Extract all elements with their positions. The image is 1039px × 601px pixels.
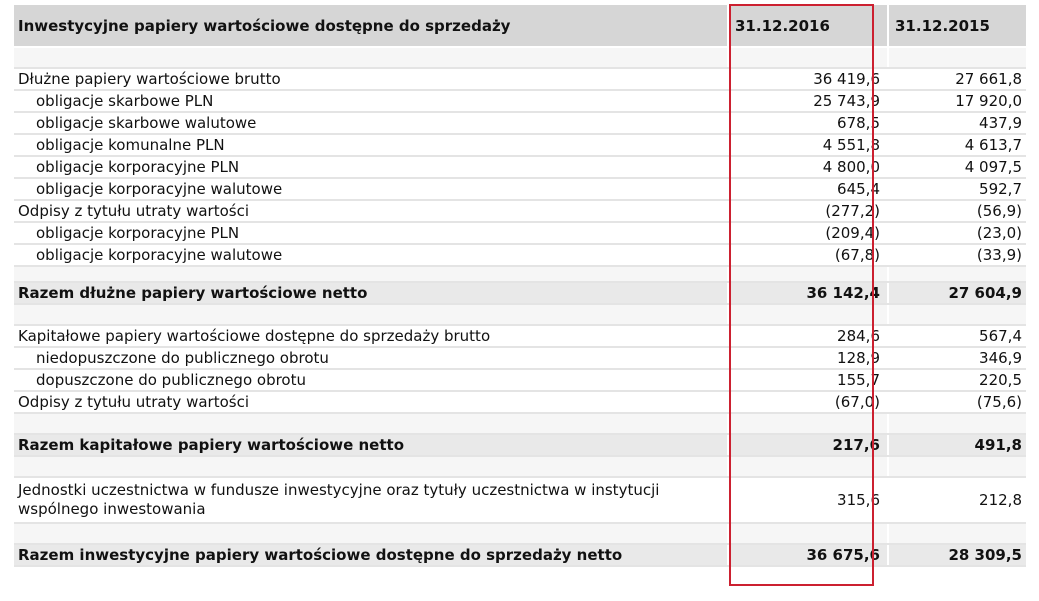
table-row bbox=[14, 178, 1026, 200]
row-value-2016: (67,8) bbox=[728, 244, 888, 266]
table-row bbox=[14, 68, 1026, 90]
document-table-wrapper bbox=[14, 5, 1026, 567]
row-value-2016: 315,6 bbox=[728, 477, 888, 523]
header-col-2015: 31.12.2015 bbox=[888, 5, 1026, 47]
row-value-2016: 217,6 bbox=[728, 434, 888, 456]
row-value-2015: 567,4 bbox=[888, 325, 1026, 347]
row-value-2015: 28 309,5 bbox=[888, 544, 1026, 566]
table-row bbox=[14, 222, 1026, 244]
row-label: Dłużne papiery wartościowe brutto bbox=[14, 68, 728, 90]
header-col-2016: 31.12.2016 bbox=[728, 5, 888, 47]
row-value-2016: 4 551,8 bbox=[728, 134, 888, 156]
row-label: obligacje korporacyjne PLN bbox=[14, 222, 728, 244]
spacer-row bbox=[14, 304, 1026, 325]
row-value-2016: 25 743,9 bbox=[728, 90, 888, 112]
table-row bbox=[14, 244, 1026, 266]
securities-table bbox=[14, 5, 1026, 567]
row-value-2015: (23,0) bbox=[888, 222, 1026, 244]
row-value-2015: 592,7 bbox=[888, 178, 1026, 200]
table-row bbox=[14, 156, 1026, 178]
row-value-2016: (209,4) bbox=[728, 222, 888, 244]
row-label: obligacje korporacyjne PLN bbox=[14, 156, 728, 178]
row-value-2016: 155,7 bbox=[728, 369, 888, 391]
spacer-row bbox=[14, 266, 1026, 282]
row-label: dopuszczone do publicznego obrotu bbox=[14, 369, 728, 391]
row-value-2015: 346,9 bbox=[888, 347, 1026, 369]
row-value-2016: 284,6 bbox=[728, 325, 888, 347]
row-label: Razem inwestycyjne papiery wartościowe dostępne do sprzedaży netto bbox=[14, 544, 728, 566]
total-row bbox=[14, 434, 1026, 456]
row-value-2016: (277,2) bbox=[728, 200, 888, 222]
row-value-2016: (67,0) bbox=[728, 391, 888, 413]
row-label: obligacje korporacyjne walutowe bbox=[14, 244, 728, 266]
row-label: obligacje skarbowe walutowe bbox=[14, 112, 728, 134]
row-value-2016: 678,5 bbox=[728, 112, 888, 134]
row-value-2015: (33,9) bbox=[888, 244, 1026, 266]
row-value-2015: 220,5 bbox=[888, 369, 1026, 391]
row-value-2015: 437,9 bbox=[888, 112, 1026, 134]
spacer-row bbox=[14, 456, 1026, 477]
row-value-2015: (56,9) bbox=[888, 200, 1026, 222]
table-row bbox=[14, 200, 1026, 222]
table-row bbox=[14, 477, 1026, 523]
row-value-2015: 212,8 bbox=[888, 477, 1026, 523]
row-label: Odpisy z tytułu utraty wartości bbox=[14, 391, 728, 413]
row-label: niedopuszczone do publicznego obrotu bbox=[14, 347, 728, 369]
row-value-2016: 36 675,6 bbox=[728, 544, 888, 566]
row-label: obligacje skarbowe PLN bbox=[14, 90, 728, 112]
table-row bbox=[14, 347, 1026, 369]
row-value-2015: 27 604,9 bbox=[888, 282, 1026, 304]
table-row bbox=[14, 391, 1026, 413]
row-value-2016: 4 800,0 bbox=[728, 156, 888, 178]
spacer-row bbox=[14, 413, 1026, 434]
row-label: Odpisy z tytułu utraty wartości bbox=[14, 200, 728, 222]
row-value-2016: 36 142,4 bbox=[728, 282, 888, 304]
row-label: Razem kapitałowe papiery wartościowe netto bbox=[14, 434, 728, 456]
table-row bbox=[14, 325, 1026, 347]
row-value-2015: (75,6) bbox=[888, 391, 1026, 413]
row-label: Jednostki uczestnictwa w fundusze inwestycyjne oraz tytuły uczestnictwa w instytucji wspólnego inwestowania bbox=[14, 477, 728, 523]
table-row bbox=[14, 112, 1026, 134]
table-row bbox=[14, 369, 1026, 391]
grand-total-row bbox=[14, 544, 1026, 566]
header-title: Inwestycyjne papiery wartościowe dostępne do sprzedaży bbox=[14, 5, 728, 47]
row-value-2015: 27 661,8 bbox=[888, 68, 1026, 90]
row-value-2016: 128,9 bbox=[728, 347, 888, 369]
spacer-row bbox=[14, 47, 1026, 68]
row-value-2015: 4 097,5 bbox=[888, 156, 1026, 178]
row-label: Razem dłużne papiery wartościowe netto bbox=[14, 282, 728, 304]
table-row bbox=[14, 90, 1026, 112]
row-value-2015: 491,8 bbox=[888, 434, 1026, 456]
row-label: Kapitałowe papiery wartościowe dostępne do sprzedaży brutto bbox=[14, 325, 728, 347]
row-value-2015: 17 920,0 bbox=[888, 90, 1026, 112]
row-label: obligacje korporacyjne walutowe bbox=[14, 178, 728, 200]
row-label: obligacje komunalne PLN bbox=[14, 134, 728, 156]
row-value-2016: 645,4 bbox=[728, 178, 888, 200]
spacer-row bbox=[14, 523, 1026, 544]
total-row bbox=[14, 282, 1026, 304]
table-row bbox=[14, 134, 1026, 156]
row-value-2016: 36 419,6 bbox=[728, 68, 888, 90]
row-value-2015: 4 613,7 bbox=[888, 134, 1026, 156]
table-header-row bbox=[14, 5, 1026, 47]
